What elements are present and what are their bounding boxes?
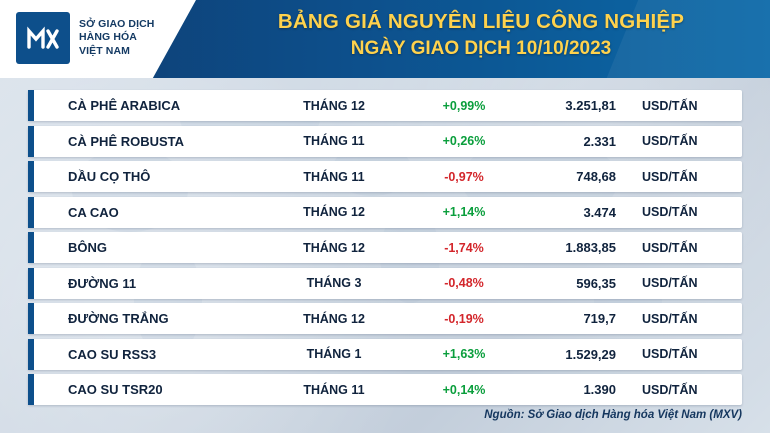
commodity-name: DẦU CỌ THÔ	[68, 169, 151, 184]
price-unit: USD/TẤN	[642, 134, 698, 148]
price-value: 719,7	[583, 311, 616, 326]
commodity-name: BÔNG	[68, 240, 107, 255]
table-row[interactable]	[28, 268, 742, 299]
price-change: +0,26%	[442, 134, 486, 148]
price-value: 748,68	[576, 169, 616, 184]
table-row[interactable]	[28, 339, 742, 370]
logo-block[interactable]	[16, 12, 155, 64]
commodity-name: CA CAO	[68, 204, 119, 220]
contract-month: THÁNG 12	[303, 98, 365, 113]
price-unit: USD/TẤN	[642, 311, 698, 326]
price-unit: USD/TẤN	[642, 205, 698, 219]
price-change: +1,63%	[442, 347, 486, 361]
price-value: 3.251,81	[565, 98, 616, 113]
commodity-name: CÀ PHÊ ARABICA	[68, 98, 181, 113]
title-line-2: NGÀY GIAO DỊCH 10/10/2023	[350, 37, 612, 59]
page-title	[200, 8, 762, 61]
table-row[interactable]	[28, 232, 742, 263]
contract-month: THÁNG 12	[303, 311, 365, 326]
price-change: +0,14%	[442, 382, 486, 397]
price-value: 1.529,29	[565, 346, 616, 362]
price-unit: USD/TẤN	[642, 240, 698, 255]
contract-month: THÁNG 11	[303, 134, 365, 148]
price-unit: USD/TẤN	[642, 276, 698, 290]
contract-month: THÁNG 12	[303, 240, 365, 255]
logo-text	[79, 18, 155, 58]
price-unit: USD/TẤN	[642, 382, 698, 397]
table-row[interactable]	[28, 161, 742, 192]
price-value: 1.390	[583, 382, 616, 397]
price-value: 1.883,85	[565, 240, 616, 255]
commodity-name: CÀ PHÊ ROBUSTA	[68, 133, 185, 149]
price-change: -1,74%	[444, 240, 484, 255]
price-value: 2.331	[583, 133, 616, 149]
price-unit: USD/TẤN	[642, 347, 698, 361]
contract-month: THÁNG 11	[303, 382, 365, 397]
mxv-logo-icon	[16, 12, 70, 64]
commodity-name: CAO SU RSS3	[68, 346, 157, 362]
commodity-name: ĐƯỜNG 11	[68, 275, 137, 291]
table-row[interactable]	[28, 303, 742, 334]
price-value: 3.474	[583, 204, 616, 220]
commodity-name: CAO SU TSR20	[68, 382, 163, 397]
title-line-1: BẢNG GIÁ NGUYÊN LIỆU CÔNG NGHIỆP	[277, 10, 685, 33]
table-row[interactable]	[28, 197, 742, 228]
contract-month: THÁNG 11	[303, 169, 365, 184]
table-row[interactable]	[28, 126, 742, 157]
table-row[interactable]	[28, 90, 742, 121]
contract-month: THÁNG 12	[303, 205, 365, 219]
price-change: +0,99%	[442, 98, 486, 113]
table-row[interactable]	[28, 374, 742, 405]
commodity-name: ĐƯỜNG TRẮNG	[68, 311, 169, 326]
logo-text-line-1: SỞ GIAO DỊCH	[79, 17, 155, 30]
price-unit: USD/TẤN	[642, 169, 698, 184]
price-change: -0,48%	[444, 276, 484, 290]
source-note: Nguồn: Sở Giao dịch Hàng hóa Việt Nam (MXV)	[484, 409, 742, 421]
price-unit: USD/TẤN	[642, 98, 698, 113]
price-value: 596,35	[576, 275, 616, 291]
logo-text-line-3: VIỆT NAM	[79, 44, 130, 57]
price-change: +1,14%	[442, 205, 486, 219]
price-table	[0, 78, 770, 405]
price-change: -0,19%	[444, 311, 484, 326]
contract-month: THÁNG 3	[306, 276, 362, 290]
price-change: -0,97%	[444, 169, 484, 184]
header-banner	[0, 0, 770, 78]
logo-text-line-2: HÀNG HÓA	[79, 31, 137, 44]
contract-month: THÁNG 1	[306, 347, 362, 361]
